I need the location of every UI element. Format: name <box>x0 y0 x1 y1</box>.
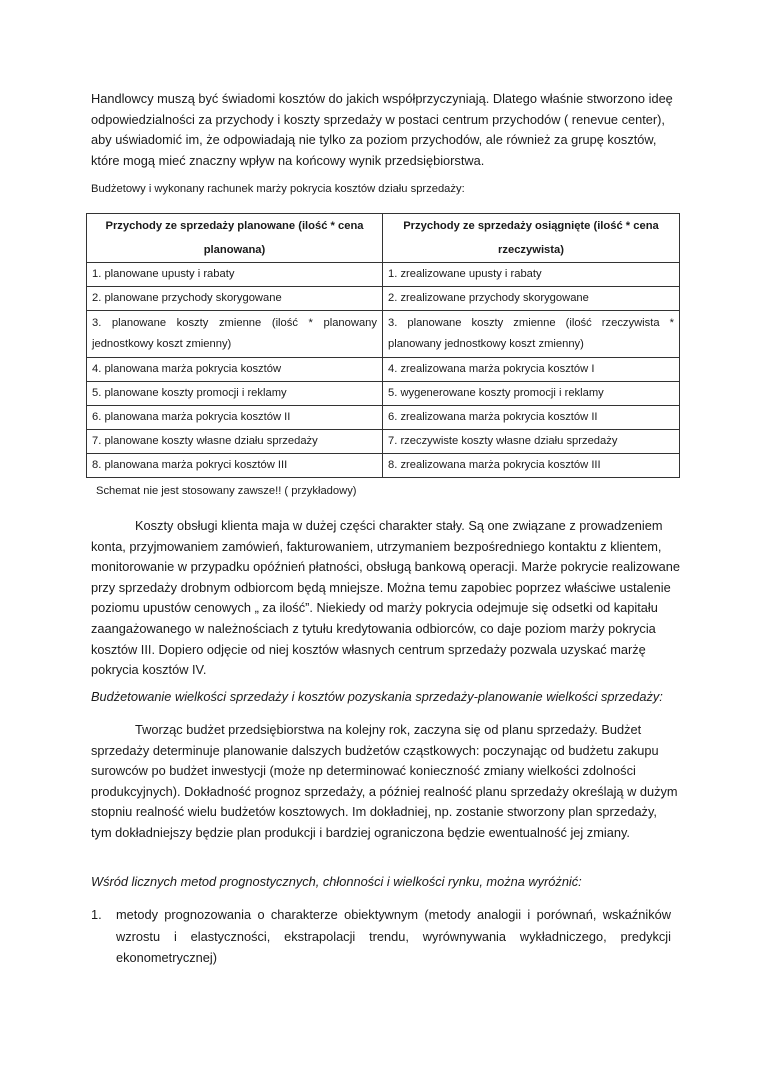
table-cell-actual: 1. zrealizowane upusty i rabaty <box>383 263 680 287</box>
costs-paragraph-text: Koszty obsługi klienta maja w dużej części charakter stały. Są one związane z prowadzeniem konta, przyjmowaniem zamówień, fakturowaniem, utrzymaniem bezpośredniego kontaktu z klientem, monitorowanie w przypadku opóźnień płatności, obsługą bankową operacji. Marże pokrycie realizowane przy sprzedaży drobnym odbiorcom będą mniejsze. Można temu zapobiec poprzez właściwe ustalenie poziomu upustów cenowych „ za ilość”. Niekiedy od marży pokrycia odejmuje się odsetki od kapitału zaangażowanego w należnościach z tytułu kredytowania odbiorców, co daje poziom marży pokrycia kosztów III. Dopiero odjęcie od niej kosztów własnych centrum sprzedaży pozwala uzyskać marżę pokrycia kosztów IV. <box>91 518 680 678</box>
table-cell-planned: 2. planowane przychody skorygowane <box>87 287 383 311</box>
budget-heading: Budżetowanie wielkości sprzedaży i kosztów pozyskania sprzedaży-planowanie wielkości sprzedaży: <box>91 689 663 704</box>
table-row <box>87 287 680 311</box>
table-header-actual: Przychody ze sprzedaży osiągnięte (ilość * cena rzeczywista) <box>383 214 680 263</box>
table-row <box>87 430 680 454</box>
table-cell-actual: 4. zrealizowana marża pokrycia kosztów I <box>383 358 680 382</box>
table-cell-planned: 4. planowana marża pokrycia kosztów <box>87 358 383 382</box>
costs-paragraph <box>91 516 681 681</box>
table-header-row <box>87 214 680 263</box>
schema-note: Schemat nie jest stosowany zawsze!! ( przykładowy) <box>96 485 357 497</box>
table-cell-actual: 8. zrealizowana marża pokrycia kosztów III <box>383 454 680 478</box>
table-caption: Budżetowy i wykonany rachunek marży pokrycia kosztów działu sprzedaży: <box>91 183 465 195</box>
table-header-planned: Przychody ze sprzedaży planowane (ilość * cena planowana) <box>87 214 383 263</box>
table-cell-planned: 7. planowane koszty własne działu sprzedaży <box>87 430 383 454</box>
table-row <box>87 382 680 406</box>
table-cell-actual: 2. zrealizowane przychody skorygowane <box>383 287 680 311</box>
table-row <box>87 263 680 287</box>
table-cell-planned: 5. planowane koszty promocji i reklamy <box>87 382 383 406</box>
budget-paragraph-text: Tworząc budżet przedsiębiorstwa na kolejny rok, zaczyna się od planu sprzedaży. Budżet sprzedaży determinuje planowanie dalszych budżetów cząstkowych: poczynając od budżetu zakupu surowców po budżet inwestycji (może np determinować konieczność zmiany wielkości zdolności produkcyjnych). Dokładność prognoz sprzedaży, a później realność planu sprzedaży określają w dużym stopniu realność wielu budżetów kosztowych. Im dokładniej, np. zostanie stworzony plan sprzedaży, tym dokładniejszy będzie plan produkcji i bardziej ograniczona będzie ewentualność jej zmiany. <box>91 722 678 840</box>
table-cell-planned: 3. planowane koszty zmienne (ilość * planowany jednostkowy koszt zmienny) <box>87 311 383 358</box>
table-cell-actual: 6. zrealizowana marża pokrycia kosztów II <box>383 406 680 430</box>
list-item-number: 1. <box>91 907 102 922</box>
table-cell-actual: 3. planowane koszty zmienne (ilość rzeczywista * planowany jednostkowy koszt zmienny) <box>383 311 680 358</box>
list-item-text: metody prognozowania o charakterze obiektywnym (metody analogii i porównań, wskaźników wzrostu i elastyczności, ekstrapolacji trendu, wyrównywania wykładniczego, predykcji ekonometrycznej) <box>116 907 671 965</box>
table-cell-planned: 8. planowana marża pokryci kosztów III <box>87 454 383 478</box>
table-cell-planned: 6. planowana marża pokrycia kosztów II <box>87 406 383 430</box>
table-cell-actual: 5. wygenerowane koszty promocji i reklamy <box>383 382 680 406</box>
intro-paragraph: Handlowcy muszą być świadomi kosztów do jakich współprzyczyniają. Dlatego właśnie stworzono ideę odpowiedzialności za przychody i koszty sprzedaży w postaci centrum przychodów ( renevue center), aby uświadomić im, że odpowiadają nie tylko za poziom przychodów, ale również za grupę kosztów, które mogą mieć znaczny wpływ na końcowy wynik przedsiębiorstwa. <box>91 91 673 168</box>
list-item <box>91 904 671 969</box>
methods-heading: Wśród licznych metod prognostycznych, chłonności i wielkości rynku, można wyróżnić: <box>91 874 582 889</box>
coverage-margin-table <box>86 213 680 478</box>
table-row <box>87 311 680 358</box>
table-row <box>87 358 680 382</box>
budget-paragraph <box>91 720 681 844</box>
table-cell-actual: 7. rzeczywiste koszty własne działu sprzedaży <box>383 430 680 454</box>
table-row <box>87 454 680 478</box>
table-cell-planned: 1. planowane upusty i rabaty <box>87 263 383 287</box>
table-row <box>87 406 680 430</box>
methods-list <box>91 904 671 969</box>
